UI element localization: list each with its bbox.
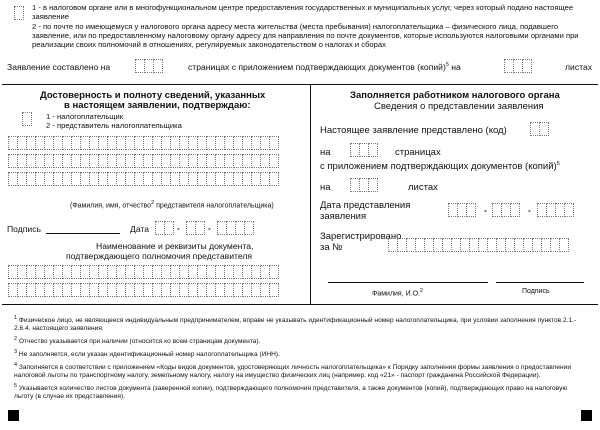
submission-code-field[interactable] [530, 122, 548, 136]
date-separator: - [208, 223, 211, 233]
registration-marker-right [581, 410, 592, 421]
doc-caption-1: Наименование и реквизиты документа, [96, 241, 254, 251]
na-label-2: на [320, 182, 331, 193]
signature-label: Подпись [7, 224, 42, 234]
representative-name-grid[interactable] [8, 136, 278, 186]
sheets-word: листах [408, 182, 438, 193]
date-day-field[interactable] [155, 221, 173, 235]
fio-caption-end: представителя налогоплательщика) [156, 202, 274, 210]
doc-caption-2: подтверждающего полномочия представителя [66, 251, 252, 261]
officer-title: Заполняется работником налогового органа [350, 90, 560, 101]
attach-text: с приложением подтверждающих документов (копий) [320, 161, 557, 173]
delivery-option-1: 1 - в налоговом органе или в многофункциональном центре предоставления государственных и муниципальных услуг, через который подано настоящее заявление [32, 3, 574, 21]
signer-option-2: 2 - представитель налогоплательщика [46, 121, 182, 130]
footnote-ref: 5 [445, 62, 449, 69]
submission-year-field[interactable] [537, 203, 573, 217]
footnote-4 [14, 361, 586, 381]
attach-label [320, 161, 560, 172]
footnote-1 [14, 314, 586, 334]
signer-type-box[interactable] [22, 112, 31, 126]
submission-day-field[interactable] [448, 203, 475, 217]
pages-label: Заявление составлено на [7, 62, 111, 72]
confirm-title-2: в настоящем заявлении, подтверждаю: [64, 100, 251, 111]
submission-date-label-2: заявления [320, 211, 367, 222]
date-label: Дата [130, 224, 150, 234]
footnote-text: Физическое лицо, не являющееся индивидуальным предпринимателем, вправе не указывать идентификационный номер налогоплательщика, при условии заполнения пунктов 2.1.- 2.6.4. настоящего заявления. [14, 317, 577, 333]
officer-name-footnote-ref: 2 [419, 288, 424, 294]
fio-footnote-ref: 2 [151, 200, 155, 206]
officer-sheets-field[interactable] [350, 178, 377, 192]
date-separator: - [528, 205, 531, 215]
name-row-3[interactable] [8, 172, 278, 186]
footnote-number: 1 [14, 315, 18, 321]
registration-marker-left [8, 410, 19, 421]
name-row-2[interactable] [8, 154, 278, 168]
officer-signature-line[interactable] [496, 282, 584, 283]
submission-code-label: Настоящее заявление представлено (код) [320, 125, 507, 136]
date-year-field[interactable] [217, 221, 253, 235]
attach-footnote-ref: 5 [556, 161, 560, 167]
footnote-text: Указывается количество листов документа (заверенной копии), подтверждающего полномочия представителя, а также документов (копий), подтверждающих право на налоговую льготу (в случае их представления). [14, 385, 568, 401]
registered-label-2: за № [320, 242, 343, 253]
footnotes [14, 314, 586, 403]
attach-pages-text: страницах с приложением подтверждающих документов (копий) [188, 62, 446, 72]
footnote-text: Не заполняется, если указан идентификационный номер налогоплательщика (ИНН). [18, 351, 280, 359]
pages-word: страницах [395, 147, 441, 158]
footnote-3 [14, 348, 586, 359]
fio-caption-text: (Фамилия, имя, отчество [70, 202, 152, 210]
footnote-number: 3 [14, 348, 18, 355]
signer-option-1: 1 - налогоплательщик [46, 112, 124, 121]
footnote-text: Заполняется в соответствии с приложением «Коды видов документов, удостоверяющих личность налогоплательщика» к Порядку заполнения формы заявления о предоставлении налоговой льготы по транспортному налогу, земельному налогу, налогу на имущество физических лиц (например, код «21» - паспорт гражданина Российской Федерации). [14, 364, 572, 380]
signature-line[interactable] [46, 233, 120, 234]
footnote-number: 5 [14, 382, 18, 389]
attach-pages-label [188, 62, 461, 72]
na-label: на [451, 62, 461, 72]
date-separator: - [177, 223, 180, 233]
date-month-field[interactable] [186, 221, 204, 235]
delivery-option-2: 2 - по почте по имеющемуся у налогового органа адресу места жительства (места пребывания) налогоплательщика – физического лица, подавшего заявление, или по предоставленному налоговому органу адресу для направления по почте документов, которые используются налоговыми органами при реализации своих полномочий в отношениях, регулируемых законодательством о налогах и сборах [32, 22, 579, 49]
footnote-text: Отчество указывается при наличии (относится ко всем страницам документа). [18, 338, 261, 346]
submission-month-field[interactable] [492, 203, 519, 217]
name-row-1[interactable] [8, 136, 278, 150]
officer-subtitle: Сведения о представлении заявления [374, 101, 544, 112]
registered-label-1: Зарегистрировано [320, 231, 402, 242]
footnote-number: 4 [14, 361, 18, 368]
date-separator: - [484, 205, 487, 215]
footnote-number: 2 [14, 336, 18, 343]
fio-caption [70, 200, 274, 209]
delivery-method-box[interactable] [14, 6, 23, 20]
pages-count-field[interactable] [135, 59, 162, 73]
footnote-2 [14, 335, 586, 346]
section-divider [2, 84, 598, 85]
doc-row-2[interactable] [8, 283, 278, 297]
officer-name-text: Фамилия, И.О. [372, 290, 420, 298]
officer-signature-caption: Подпись [522, 288, 550, 295]
officer-name-line[interactable] [328, 282, 488, 283]
attach-sheets-field[interactable] [504, 59, 531, 73]
submission-date-label-1: Дата представления [320, 200, 411, 211]
na-label-1: на [320, 147, 331, 158]
footer-divider [2, 304, 598, 305]
officer-name-caption [372, 288, 423, 297]
sheets-label: листах [565, 62, 593, 72]
footnote-5 [14, 382, 586, 402]
registration-number-field[interactable] [388, 238, 568, 252]
doc-row-1[interactable] [8, 265, 278, 279]
column-divider [310, 84, 311, 304]
confirm-title-1: Достоверность и полноту сведений, указанных [40, 90, 266, 101]
officer-pages-field[interactable] [350, 143, 377, 157]
authority-document-grid[interactable] [8, 265, 278, 297]
